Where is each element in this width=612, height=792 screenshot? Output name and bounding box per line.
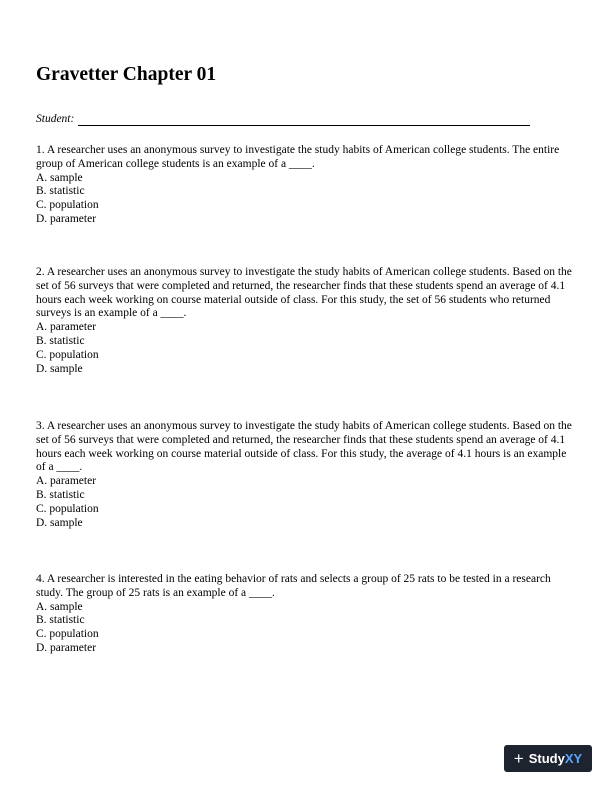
- answer-options: [36, 321, 576, 376]
- page-title: Gravetter Chapter 01: [36, 64, 217, 85]
- question-1: [36, 144, 576, 227]
- question-stem: 1. A researcher uses an anonymous survey to investigate the study habits of American college students. The entire group of American college students is an example of a ____.: [36, 144, 560, 170]
- question-stem: 3. A researcher uses an anonymous survey to investigate the study habits of American college students. Based on the set of 56 surveys that were completed and returned, the researcher finds that these students spend an average of 4.1 hours each week working on course material outside of class. For this study, the average of 4.1 hours is an example of a ____.: [36, 420, 572, 474]
- option-c: C. population: [36, 502, 99, 515]
- brand-accent: XY: [564, 751, 583, 766]
- question-stem: 4. A researcher is interested in the eating behavior of rats and selects a group of 25 rats to be tested in a research study. The group of 25 rats is an example of a ____.: [36, 573, 551, 599]
- option-b: B. statistic: [36, 185, 85, 198]
- studyxy-badge[interactable]: [504, 745, 592, 772]
- answer-options: [36, 172, 576, 227]
- option-b: B. statistic: [36, 488, 85, 501]
- student-label: Student:: [36, 113, 75, 125]
- plus-icon: +: [513, 749, 524, 768]
- option-a: A. sample: [36, 600, 83, 613]
- option-c: C. population: [36, 348, 99, 361]
- option-c: C. population: [36, 199, 99, 212]
- brand-main: Study: [528, 751, 565, 766]
- option-d: D. parameter: [36, 641, 97, 654]
- option-d: D. parameter: [36, 212, 97, 225]
- question-4: [36, 573, 576, 656]
- option-d: D. sample: [36, 362, 83, 375]
- student-blank-line: [78, 114, 530, 126]
- option-b: B. statistic: [36, 334, 85, 347]
- option-c: C. population: [36, 628, 99, 641]
- option-b: B. statistic: [36, 614, 85, 627]
- option-a: A. sample: [36, 171, 83, 184]
- option-d: D. sample: [36, 516, 83, 529]
- option-a: A. parameter: [36, 321, 97, 334]
- brand-name: [529, 751, 582, 766]
- question-2: [36, 266, 576, 376]
- question-stem: 2. A researcher uses an anonymous survey to investigate the study habits of American college students. Based on the set of 56 surveys that were completed and returned, the researcher finds that these students spend an average of 4.1 hours each week working on course material outside of class. For this study, the set of 56 students who returned surveys is an example of a ____.: [36, 266, 572, 320]
- student-field: [36, 112, 530, 126]
- answer-options: [36, 601, 576, 656]
- answer-options: [36, 475, 576, 530]
- option-a: A. parameter: [36, 475, 97, 488]
- question-3: [36, 420, 576, 530]
